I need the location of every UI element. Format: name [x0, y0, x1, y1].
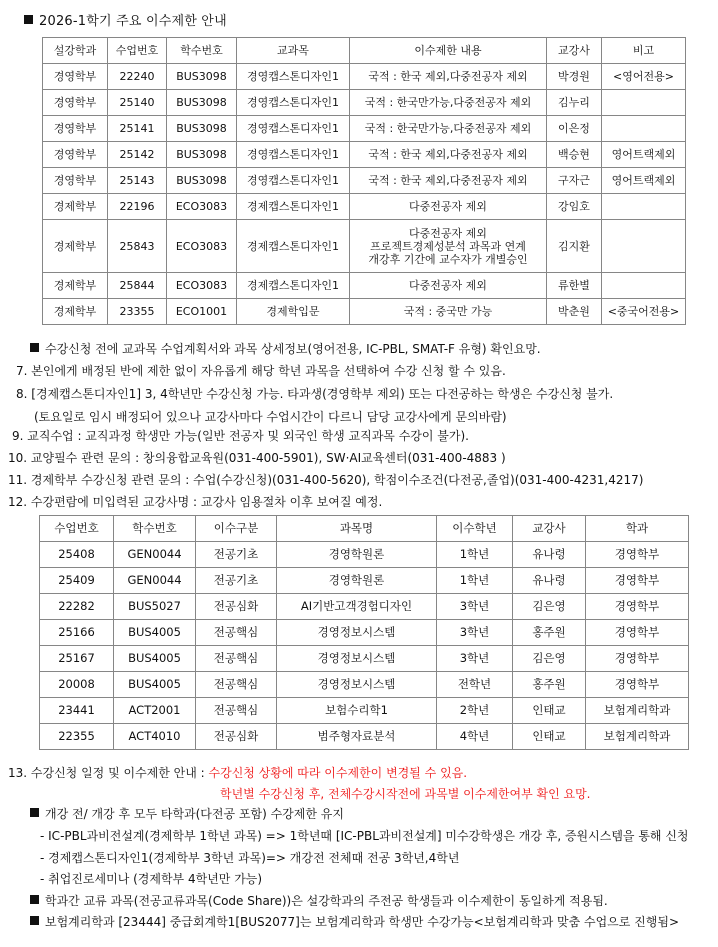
cell: 경영학부 — [43, 142, 108, 168]
cell: 전공심화 — [196, 724, 277, 750]
cell: 인태교 — [513, 698, 586, 724]
note-syllabus: 수강신청 전에 교과목 수업계획서와 과목 상세정보(영어전용, IC-PBL, SMAT-F 유형) 확인요망. — [30, 340, 541, 357]
table-row — [40, 672, 689, 698]
warning-text: 수강신청 상황에 따라 이수제한이 변경될 수 있음. — [208, 766, 468, 780]
cell — [602, 90, 686, 116]
cell: BUS3098 — [167, 168, 237, 194]
cell: BUS4005 — [114, 672, 196, 698]
cell: 4학년 — [437, 724, 513, 750]
cell: 경영캡스톤디자인1 — [237, 142, 350, 168]
header-cell: 학과 — [586, 516, 689, 542]
table-row — [40, 568, 689, 594]
header-cell: 과목명 — [277, 516, 437, 542]
cell: 유나령 — [513, 542, 586, 568]
header-cell: 수업번호 — [108, 38, 167, 64]
cell: GEN0044 — [114, 568, 196, 594]
cell: 2학년 — [437, 698, 513, 724]
cell: 전공핵심 — [196, 672, 277, 698]
table-row — [40, 594, 689, 620]
cell-line: 다중전공자 제외 — [409, 226, 487, 240]
cell: 3학년 — [437, 594, 513, 620]
note-dash-1: - IC-PBL과비전설계(경제학부 1학년 과목) => 1학년때 [IC-PBL과비전설계] 미수강학생은 개강 후, 증원시스템을 통해 신청 — [40, 829, 689, 843]
cell: 경제학부 — [43, 220, 108, 273]
cell: GEN0044 — [114, 542, 196, 568]
cell: 김은영 — [513, 646, 586, 672]
cell: 25141 — [108, 116, 167, 142]
table-row — [43, 194, 686, 220]
cell: 김누리 — [547, 90, 602, 116]
cell-line: 개강후 기간에 교수자가 개별승인 — [368, 252, 528, 266]
cell: 경영캡스톤디자인1 — [237, 64, 350, 90]
cell: ACT2001 — [114, 698, 196, 724]
cell: 경영학부 — [43, 116, 108, 142]
cell: AI기반고객경험디자인 — [277, 594, 437, 620]
cell: 경영학부 — [43, 168, 108, 194]
cell: 경영정보시스템 — [277, 672, 437, 698]
note-7: 7. 본인에게 배정된 반에 제한 없이 자유롭게 해당 학년 과목을 선택하여 수강 신청 할 수 있음. — [16, 364, 506, 378]
note-dash-3: - 취업진로세미나 (경제학부 4학년만 가능) — [40, 872, 263, 886]
cell: 경영학부 — [586, 646, 689, 672]
table-header-row — [40, 516, 689, 542]
cell: 박경원 — [547, 64, 602, 90]
cell: 20008 — [40, 672, 114, 698]
table-row — [40, 698, 689, 724]
cell: 경영학원론 — [277, 568, 437, 594]
note-8-sub: (토요일로 임시 배정되어 있으나 교강사마다 수업시간이 다르니 담당 교강사에게 문의바람) — [34, 410, 507, 424]
cell: 구자근 — [547, 168, 602, 194]
course-table — [39, 515, 689, 750]
note-12: 12. 수강편람에 미입력된 교강사명 : 교강사 임용절차 이후 보여질 예정. — [8, 495, 383, 509]
cell: 영어트랙제외 — [602, 142, 686, 168]
cell: ACT4010 — [114, 724, 196, 750]
cell: 경영학부 — [586, 568, 689, 594]
cell: 25167 — [40, 646, 114, 672]
note-9: 9. 교직수업 : 교직과정 학생만 가능(일반 전공자 및 외국인 학생 교직과목 수강이 불가). — [12, 429, 469, 443]
note-10: 10. 교양필수 관련 문의 : 창의융합교육원(031-400-5901), SW·AI교육센터(031-400-4883 ) — [8, 451, 506, 465]
square-bullet-icon — [30, 808, 39, 817]
cell: 25843 — [108, 220, 167, 273]
cell: 김은영 — [513, 594, 586, 620]
cell: 전학년 — [437, 672, 513, 698]
warning-text-2: 학년별 수강신청 후, 전체수강시작전에 과목별 이수제한여부 확인 요망. — [220, 787, 591, 801]
cell-line: 프로젝트경제성분석 과목과 연계 — [370, 239, 526, 253]
note-13: 13. 수강신청 일정 및 이수제한 안내 : 수강신청 상황에 따라 이수제한이 변경될 수 있음. — [8, 766, 468, 780]
cell: 전공기초 — [196, 568, 277, 594]
cell: 경제학부 — [43, 273, 108, 299]
table-row — [43, 64, 686, 90]
cell: 경영학부 — [43, 64, 108, 90]
table-row — [43, 299, 686, 325]
page-title: 2026-1학기 주요 이수제한 안내 — [24, 10, 227, 29]
cell: 경영학부 — [586, 542, 689, 568]
cell: 전공기초 — [196, 542, 277, 568]
cell: 25409 — [40, 568, 114, 594]
cell: 25142 — [108, 142, 167, 168]
cell: BUS4005 — [114, 646, 196, 672]
cell: 강임호 — [547, 194, 602, 220]
cell: BUS3098 — [167, 142, 237, 168]
cell: 보험계리학과 — [586, 698, 689, 724]
table-row — [40, 646, 689, 672]
cell: 국적 : 한국만가능,다중전공자 제외 — [350, 116, 547, 142]
cell: 25140 — [108, 90, 167, 116]
cell: ECO3083 — [167, 273, 237, 299]
cell: BUS5027 — [114, 594, 196, 620]
cell: 다중전공자 제외 — [350, 194, 547, 220]
cell: 이은정 — [547, 116, 602, 142]
cell: 경제캡스톤디자인1 — [237, 273, 350, 299]
header-cell: 교강사 — [513, 516, 586, 542]
cell: 김지환 — [547, 220, 602, 273]
note-8: 8. [경제캡스톤디자인1] 3, 4학년만 수강신청 가능. 타과생(경영학부 제외) 또는 다전공하는 학생은 수강신청 불가. — [16, 387, 614, 401]
cell: 보험수리학1 — [277, 698, 437, 724]
cell: 경제학부 — [43, 194, 108, 220]
square-bullet-icon — [30, 916, 39, 925]
cell: BUS3098 — [167, 64, 237, 90]
square-bullet-icon — [24, 15, 33, 24]
header-cell: 이수학년 — [437, 516, 513, 542]
square-bullet-icon — [30, 895, 39, 904]
table-row — [43, 168, 686, 194]
cell: 22196 — [108, 194, 167, 220]
header-cell: 비고 — [602, 38, 686, 64]
cell: 전공핵심 — [196, 698, 277, 724]
cell: 인태교 — [513, 724, 586, 750]
cell: 경제캡스톤디자인1 — [237, 194, 350, 220]
cell: 25166 — [40, 620, 114, 646]
note-restrict: 개강 전/ 개강 후 모두 타학과(다전공 포함) 수강제한 유지 — [30, 805, 344, 822]
table-row — [40, 542, 689, 568]
cell: 류한별 — [547, 273, 602, 299]
cell — [602, 273, 686, 299]
cell: 22282 — [40, 594, 114, 620]
cell: 1학년 — [437, 542, 513, 568]
cell: 국적 : 중국만 가능 — [350, 299, 547, 325]
cell: 영어트랙제외 — [602, 168, 686, 194]
cell: 보험계리학과 — [586, 724, 689, 750]
cell: 23441 — [40, 698, 114, 724]
cell: ECO1001 — [167, 299, 237, 325]
cell: 박춘원 — [547, 299, 602, 325]
header-cell: 이수구분 — [196, 516, 277, 542]
table-row — [43, 142, 686, 168]
note-dash-2: - 경제캡스톤디자인1(경제학부 3학년 과목)=> 개강전 전체때 전공 3학년,4학년 — [40, 851, 460, 865]
cell: 범주형자료분석 — [277, 724, 437, 750]
cell: 경영학부 — [586, 594, 689, 620]
cell-multiline — [350, 220, 547, 273]
cell: 25408 — [40, 542, 114, 568]
cell: 전공핵심 — [196, 620, 277, 646]
cell: BUS3098 — [167, 116, 237, 142]
cell: 홍주원 — [513, 672, 586, 698]
cell: <중국어전용> — [602, 299, 686, 325]
restriction-table — [42, 37, 686, 325]
cell: 경영학부 — [586, 620, 689, 646]
header-cell: 이수제한 내용 — [350, 38, 547, 64]
header-cell: 수업번호 — [40, 516, 114, 542]
cell: 25844 — [108, 273, 167, 299]
cell: 23355 — [108, 299, 167, 325]
cell: 22355 — [40, 724, 114, 750]
note-code-share: 학과간 교류 과목(전공교류과목(Code Share))은 설강학과의 주전공 학생들과 이수제한이 동일하게 적용됨. — [30, 892, 608, 909]
table-row — [43, 220, 686, 273]
table-row — [43, 273, 686, 299]
cell: 다중전공자 제외 — [350, 273, 547, 299]
cell: <영어전용> — [602, 64, 686, 90]
cell: ECO3083 — [167, 220, 237, 273]
cell: 경영학부 — [43, 90, 108, 116]
header-cell: 학수번호 — [114, 516, 196, 542]
header-cell: 설강학과 — [43, 38, 108, 64]
cell: 경영학원론 — [277, 542, 437, 568]
header-cell: 학수번호 — [167, 38, 237, 64]
cell: 홍주원 — [513, 620, 586, 646]
square-bullet-icon — [30, 343, 39, 352]
cell: 3학년 — [437, 620, 513, 646]
cell: 경제캡스톤디자인1 — [237, 220, 350, 273]
note-11: 11. 경제학부 수강신청 관련 문의 : 수업(수강신청)(031-400-5620), 학점이수조건(다전공,졸업)(031-400-4231,4217) — [8, 473, 644, 487]
cell: 경영학부 — [586, 672, 689, 698]
cell: 22240 — [108, 64, 167, 90]
cell — [602, 220, 686, 273]
table-header-row — [43, 38, 686, 64]
cell: 전공심화 — [196, 594, 277, 620]
cell: 1학년 — [437, 568, 513, 594]
cell: 경영캡스톤디자인1 — [237, 168, 350, 194]
cell: 국적 : 한국만가능,다중전공자 제외 — [350, 90, 547, 116]
table-row — [40, 620, 689, 646]
cell: 경영캡스톤디자인1 — [237, 90, 350, 116]
cell: BUS4005 — [114, 620, 196, 646]
cell: 전공핵심 — [196, 646, 277, 672]
note-actuarial: 보험계리학과 [23444] 중급회계학1[BUS2077]는 보험계리학과 학생만 수강가능<보험계리학과 맞춤 수업으로 진행됨> — [30, 913, 679, 930]
cell: 경영정보시스템 — [277, 646, 437, 672]
table-row — [43, 116, 686, 142]
cell: 유나령 — [513, 568, 586, 594]
cell: 경제학입문 — [237, 299, 350, 325]
table-row — [43, 90, 686, 116]
cell: 25143 — [108, 168, 167, 194]
cell: 3학년 — [437, 646, 513, 672]
cell — [602, 116, 686, 142]
cell — [602, 194, 686, 220]
cell: 국적 : 한국 제외,다중전공자 제외 — [350, 64, 547, 90]
cell: 국적 : 한국 제외,다중전공자 제외 — [350, 142, 547, 168]
cell: BUS3098 — [167, 90, 237, 116]
header-cell: 교과목 — [237, 38, 350, 64]
cell: 백승현 — [547, 142, 602, 168]
cell: 경제학부 — [43, 299, 108, 325]
table-row — [40, 724, 689, 750]
cell: 국적 : 한국 제외,다중전공자 제외 — [350, 168, 547, 194]
cell: 경영캡스톤디자인1 — [237, 116, 350, 142]
cell: ECO3083 — [167, 194, 237, 220]
header-cell: 교강사 — [547, 38, 602, 64]
cell: 경영정보시스템 — [277, 620, 437, 646]
